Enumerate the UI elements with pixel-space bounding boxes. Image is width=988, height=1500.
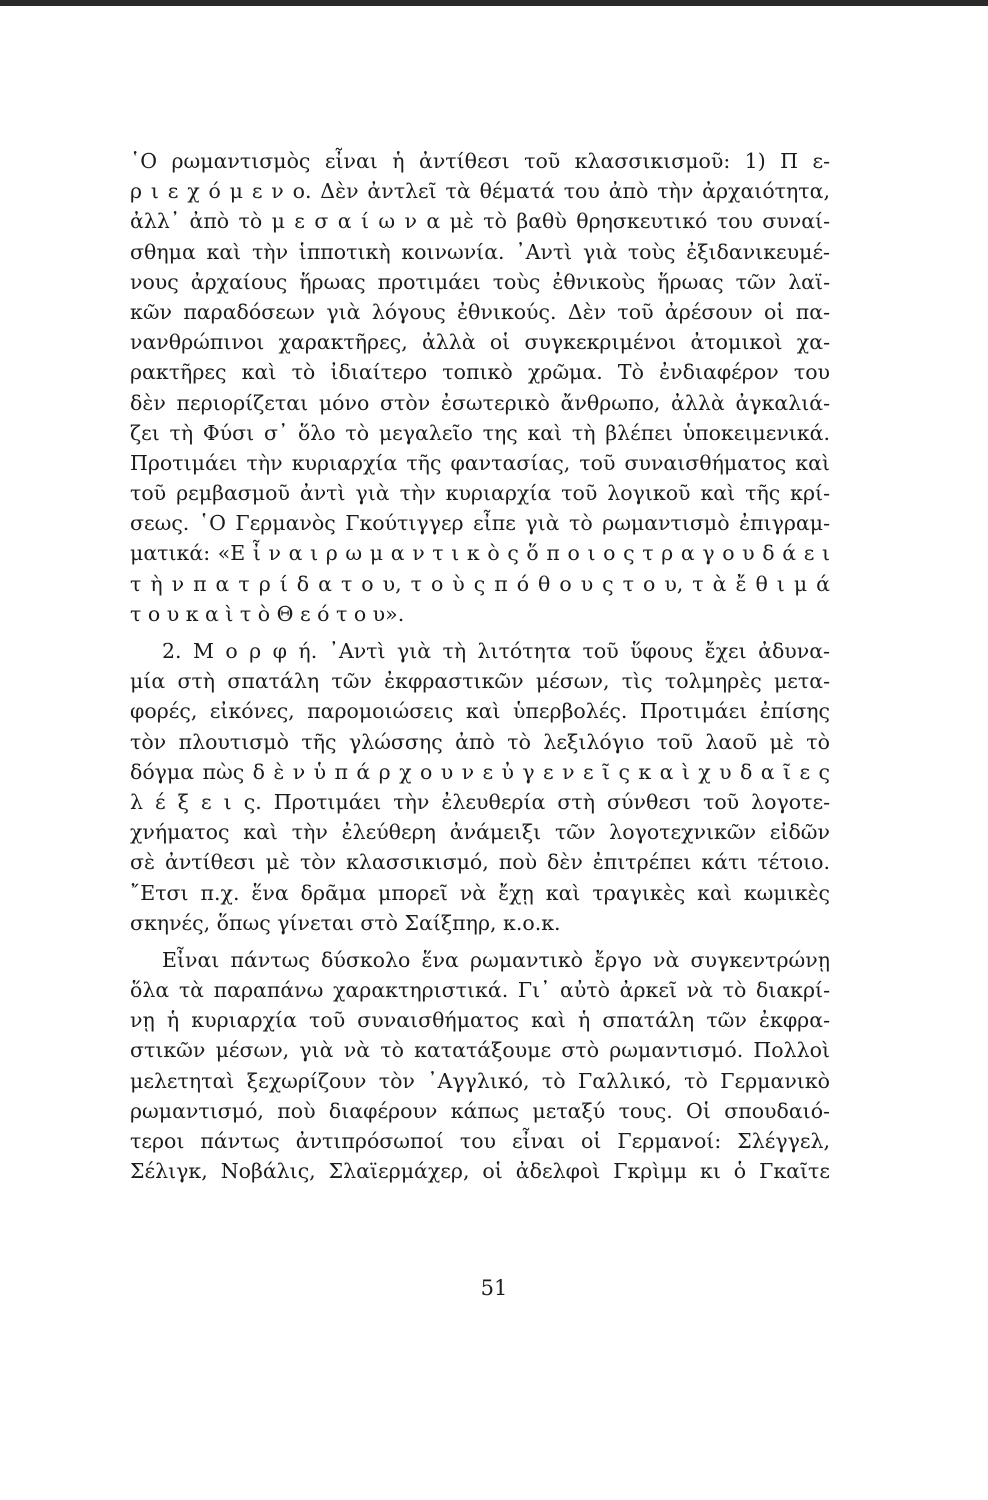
text-line: λ έ ξ ε ι ς. Προτιμάει τὴν ἐλευθερία στὴ σύνθεσι τοῦ λογοτε- bbox=[130, 789, 830, 814]
text-line: ῾Ο ρωμαντισμὸς εἶναι ἡ ἀντίθεσι τοῦ κλασσικισμοῦ: 1) Π ε- bbox=[130, 149, 830, 173]
text-line: σθημα καὶ τὴν ἱπποτικὴ κοινωνία. ᾿Αντὶ γιὰ τοὺς ἐξιδανικευμέ- bbox=[130, 239, 830, 264]
text-line: ρ ι ε χ ό μ ε ν ο. Δὲν ἀντλεῖ τὰ θέματά του ἀπὸ τὴν ἀρχαιότητα, bbox=[130, 179, 830, 204]
text-line: ἀλλ᾽ ἀπὸ τὸ μ ε σ α ί ω ν α μὲ τὸ βαθὺ θρησκευτικό του συναί- bbox=[130, 209, 830, 234]
text-line: Εἶναι πάντως δύσκολο ἕνα ρωμαντικὸ ἔργο νὰ συγκεντρώνῃ bbox=[162, 947, 830, 972]
paragraph-romanticism-content bbox=[130, 146, 830, 629]
text-line: χνήματος καὶ τὴν ἐλεύθερη ἀνάμειξι τῶν λογοτεχνικῶν εἰδῶν bbox=[130, 820, 830, 845]
text-line: 2. Μ ο ρ φ ή. ᾿Αντὶ γιὰ τὴ λιτότητα τοῦ ὕφους ἔχει ἀδυνα- bbox=[162, 639, 830, 663]
text-line: στικῶν μέσων, γιὰ νὰ τὸ κατατάξουμε στὸ ρωμαντισμό. Πολλοὶ bbox=[130, 1038, 830, 1063]
text-line: ματικά: «Ε ἶ ν α ι ρ ω μ α ν τ ι κ ὸ ς ὅ π ο ι ο ς τ ρ α γ ο υ δ ά ε ι bbox=[130, 541, 830, 566]
text-line: νους ἀρχαίους ἥρωας προτιμάει τοὺς ἐθνικοὺς ἥρωας τῶν λαϊ- bbox=[130, 269, 830, 294]
paragraph-romanticism-form bbox=[130, 636, 830, 938]
text-line: τ ὴ ν π α τ ρ ί δ α τ ο υ, τ ο ὺ ς π ό θ ο υ ς τ ο υ, τ ὰ ἔ θ ι μ ά bbox=[130, 571, 830, 596]
text-line: δόγμα πὼς δ ὲ ν ὑ π ά ρ χ ο υ ν ε ὐ γ ε ν ε ῖ ς κ α ὶ χ υ δ α ῖ ε ς bbox=[130, 759, 830, 784]
text-line: ζει τὴ Φύσι σ᾽ ὅλο τὸ μεγαλεῖο της καὶ τὴ βλέπει ὑποκειμενικά. bbox=[130, 420, 830, 445]
text-line: τεροι πάντως ἀντιπρόσωποί του εἶναι οἱ Γερμανοί: Σλέγγελ, bbox=[130, 1129, 830, 1153]
text-line: δὲν περιορίζεται μόνο στὸν ἐσωτερικὸ ἄνθρωπο, ἀλλὰ ἀγκαλιά- bbox=[130, 390, 830, 415]
text-line: ρωμαντισμό, ποὺ διαφέρουν κάπως μεταξύ τους. Οἱ σπουδαιό- bbox=[130, 1098, 830, 1123]
text-line: Σέλιγκ, Νοβάλις, Σλαϊερμάχερ, οἱ ἀδελφοὶ Γκρὶμμ κι ὁ Γκαῖτε bbox=[130, 1159, 830, 1184]
text-line: σκηνές, ὅπως γίνεται στὸ Σαίξπηρ, κ.ο.κ. bbox=[130, 910, 561, 935]
text-line: φορές, εἰκόνες, παρομοιώσεις καὶ ὑπερβολές. Προτιμάει ἐπίσης bbox=[130, 699, 830, 724]
paragraph-romanticism-summary bbox=[130, 945, 830, 1187]
text-line: ὅλα τὰ παραπάνω χαρακτηριστικά. Γι᾽ αὐτὸ ἀρκεῖ νὰ τὸ διακρί- bbox=[130, 978, 830, 1003]
text-line: ρακτῆρες καὶ τὸ ἰδιαίτερο τοπικὸ χρῶμα. Τὸ ἐνδιαφέρον του bbox=[130, 360, 830, 385]
text-line: τ ο υ κ α ὶ τ ὸ Θ ε ό τ ο υ». bbox=[130, 601, 405, 626]
text-line: ῎Ετσι π.χ. ἕνα δρᾶμα μπορεῖ νὰ ἔχῃ καὶ τραγικὲς καὶ κωμικὲς bbox=[130, 880, 830, 905]
page-body bbox=[130, 146, 830, 1186]
text-line: νανθρώπινοι χαρακτῆρες, ἀλλὰ οἱ συγκεκριμένοι ἀτομικοὶ χα- bbox=[130, 330, 830, 355]
page-top-edge bbox=[0, 0, 988, 6]
text-line: μία στὴ σπατάλη τῶν ἐκφραστικῶν μέσων, τὶς τολμηρὲς μετα- bbox=[130, 669, 830, 694]
text-line: σὲ ἀντίθεσι μὲ τὸν κλασσικισμό, ποὺ δὲν ἐπιτρέπει κάτι τέτοιο. bbox=[130, 850, 830, 875]
text-line: νῃ ἡ κυριαρχία τοῦ συναισθήματος καὶ ἡ σπατάλη τῶν ἐκφρα- bbox=[130, 1008, 830, 1033]
text-line: τοῦ ρεμβασμοῦ ἀντὶ γιὰ τὴν κυριαρχία τοῦ λογικοῦ καὶ τῆς κρί- bbox=[130, 481, 830, 506]
text-line: Προτιμάει τὴν κυριαρχία τῆς φαντασίας, τοῦ συναισθήματος καὶ bbox=[130, 450, 830, 475]
text-line: τὸν πλουτισμὸ τῆς γλώσσης ἀπὸ τὸ λεξιλόγιο τοῦ λαοῦ μὲ τὸ bbox=[130, 729, 830, 754]
text-line: σεως. ῾Ο Γερμανὸς Γκούτιγγερ εἶπε γιὰ τὸ ρωμαντισμὸ ἐπιγραμ- bbox=[130, 511, 830, 536]
text-line: μελετηταὶ ξεχωρίζουν τὸν ᾿Αγγλικό, τὸ Γαλλικό, τὸ Γερμανικὸ bbox=[130, 1068, 830, 1093]
page-number: 51 bbox=[480, 1276, 508, 1300]
text-line: κῶν παραδόσεων γιὰ λόγους ἐθνικούς. Δὲν τοῦ ἀρέσουν οἱ πα- bbox=[130, 299, 830, 324]
